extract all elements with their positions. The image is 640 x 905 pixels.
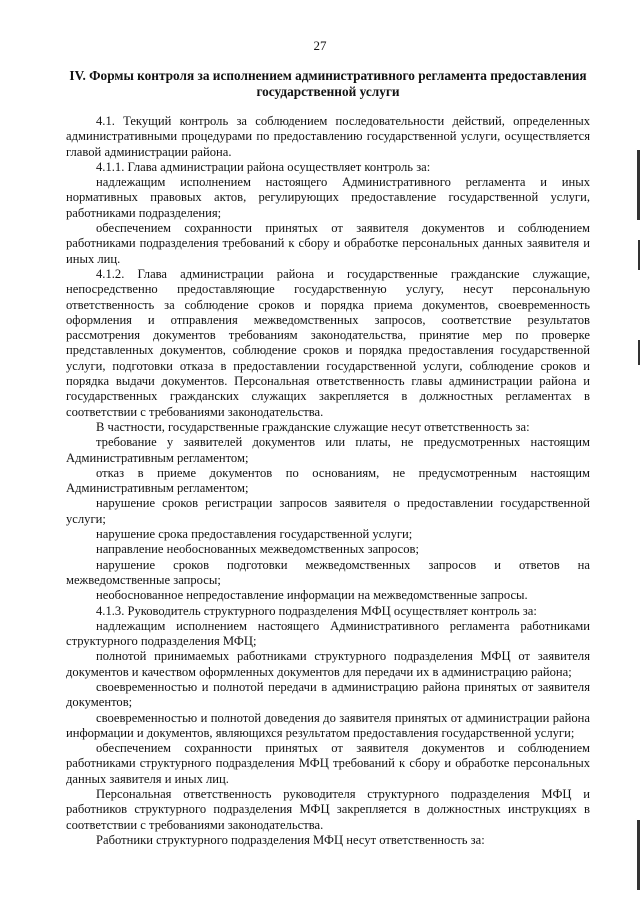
paragraph: нарушение срока предоставления государственной услуги; xyxy=(96,527,413,542)
paragraph: надлежащим исполнением настоящего Административного регламента работниками структурного подразделения МФЦ; xyxy=(66,618,590,649)
paragraph: 4.1. Текущий контроль за соблюдением последовательности действий, определенных административными процедурами по предоставлению государственной услуги, осуществляется главой администрации района. xyxy=(66,114,590,159)
paragraph: обеспечением сохранности принятых от заявителя документов и соблюдением работниками структурного подразделения МФЦ требований к сбору и обработке персональных данных заявителя и иных лиц. xyxy=(66,741,590,786)
paragraph: необоснованное непредоставление информации на межведомственные запросы. xyxy=(96,588,528,603)
paragraph: своевременностью и полнотой передачи в администрацию района принятых от заявителя документов; xyxy=(66,679,590,710)
paragraph: нарушение сроков регистрации запросов заявителя о предоставлении государственной услуги; xyxy=(66,496,590,526)
paragraph: направление необоснованных межведомственных запросов; xyxy=(96,542,419,557)
paragraph: 4.1.1. Глава администрации района осуществляет контроль за: xyxy=(96,159,431,174)
paragraph: Работники структурного подразделения МФЦ несут ответственность за: xyxy=(96,832,485,847)
section-title-line-1: IV. Формы контроля за исполнением административного регламента предоставления xyxy=(69,68,587,83)
paragraph: надлежащим исполнением настоящего Административного регламента и иных нормативных правовых актов, регулирующих предоставление государственной услуги, работниками подразделения; xyxy=(66,175,590,220)
section-title-line-2: государственной услуги xyxy=(256,84,400,99)
paragraph: Персональная ответственность руководителя структурного подразделения МФЦ и работников структурного подразделения МФЦ закрепляется в должностных инструкциях в соответствии с требованиями законодательства. xyxy=(66,787,590,832)
page-number: 27 xyxy=(313,38,327,53)
paragraph: полнотой принимаемых работниками структурного подразделения МФЦ от заявителя документов и качеством оформленных документов для передачи их в администрацию района; xyxy=(66,649,590,679)
document-body xyxy=(66,114,590,848)
paragraph: нарушение сроков подготовки межведомственных запросов и ответов на межведомственные запросы; xyxy=(66,557,590,587)
paragraph: своевременностью и полнотой доведения до заявителя принятых от администрации района информации и документов, являющихся результатом предоставления государственной услуги; xyxy=(66,710,590,740)
section-title xyxy=(66,68,590,100)
paragraph: обеспечением сохранности принятых от заявителя документов и соблюдением работниками подразделения требований к сбору и обработке персональных данных заявителя и иных лиц. xyxy=(66,221,590,266)
paragraph: 4.1.3. Руководитель структурного подразделения МФЦ осуществляет контроль за: xyxy=(96,603,537,618)
paragraph: 4.1.2. Глава администрации района и государственные гражданские служащие, непосредственно предоставляющие государственную услугу, несут персональную ответственность за соблюдение сроков и порядка приема документов, своевременность оформления и отправления межведомственных запросов, соответствие результатов рассмотрения документов требованиям законодательства, принятие мер по проверке представленных документов, соблюдение сроков и порядка предоставления государственной услуги, подготовки отказа в предоставлении государственной услуги, соблюдение сроков и порядка выдачи документов. Персональная ответственность главы администрации района и государственных гражданских служащих закрепляется в должностных регламентах в соответствии с требованиями законодательства. xyxy=(66,266,590,419)
paragraph: требование у заявителей документов или платы, не предусмотренных настоящим Административным регламентом; xyxy=(66,435,590,465)
paragraph: В частности, государственные гражданские служащие несут ответственность за: xyxy=(96,419,530,434)
paragraph: отказ в приеме документов по основаниям, не предусмотренным настоящим Административным регламентом; xyxy=(66,465,590,496)
